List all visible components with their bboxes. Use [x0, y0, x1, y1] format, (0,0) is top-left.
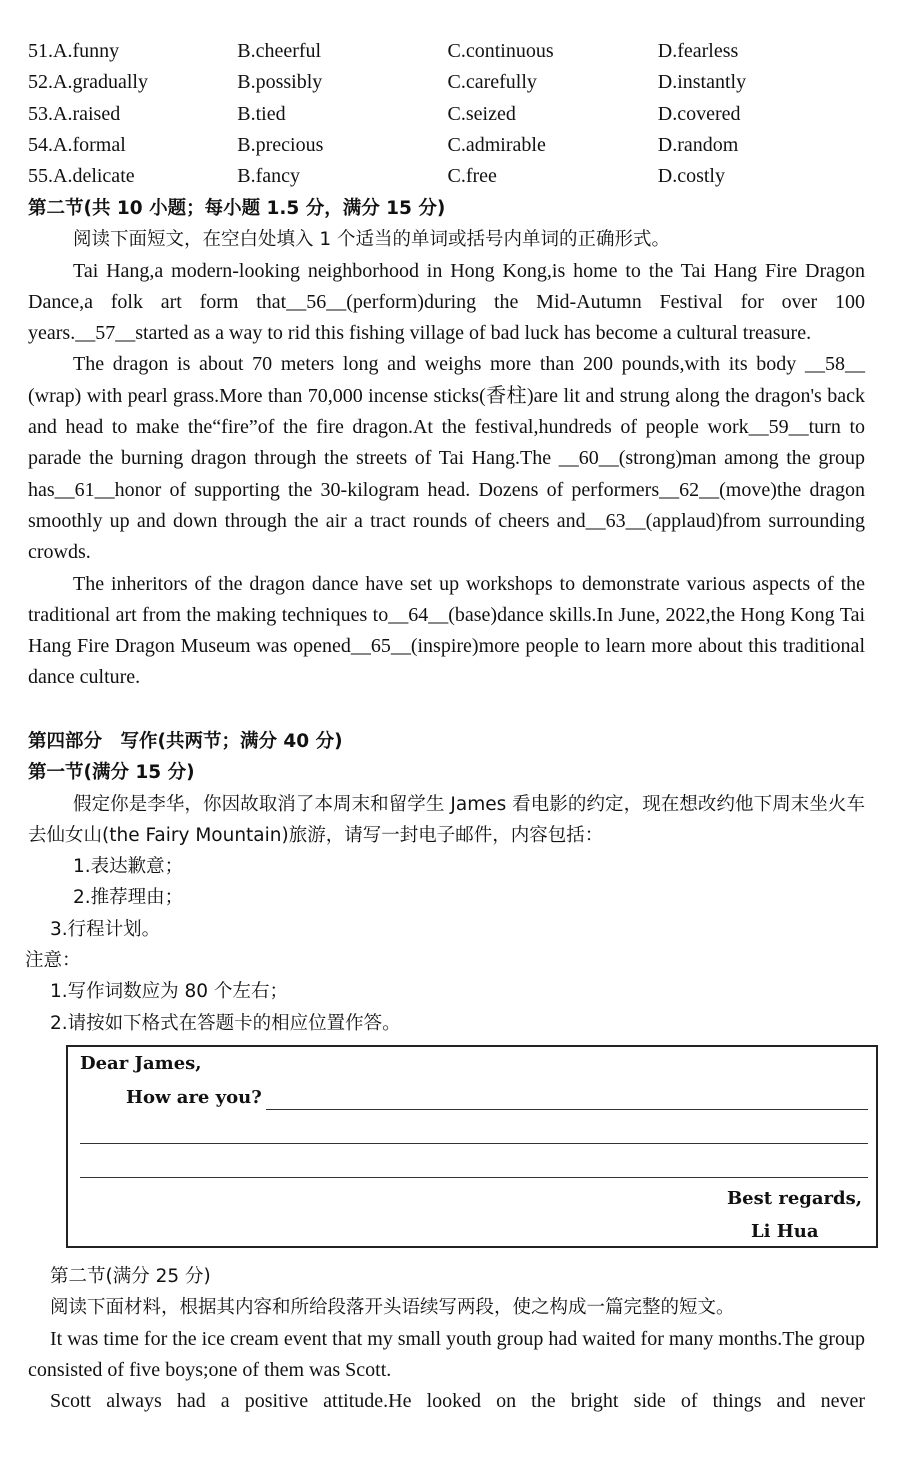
note-2: 2.请按如下格式在答题卡的相应位置作答。 — [50, 1012, 401, 1034]
part4-heading: 第四部分 写作(共两节；满分 40 分) — [28, 731, 343, 752]
option-row-54 — [28, 130, 868, 161]
note-1: 1.写作词数应为 80 个左右； — [50, 981, 288, 1003]
option-c: C.continuous — [447, 40, 554, 63]
option-row-53 — [28, 99, 868, 130]
letter-signature: Li Hua — [751, 1221, 819, 1242]
passage-paragraph-3: The inheritors of the dragon dance have set up workshops to demonstrate various aspects of the traditional art from the making techniques to__64__(base)dance skills.In June, 2022,the Hong Kong Tai Hang Fire Dragon Museum was opened__65__(inspire)more people to learn more about this traditional dance culture. — [28, 572, 865, 689]
option-d: D.costly — [657, 165, 725, 188]
writing-point-2: 2.推荐理由； — [73, 887, 184, 909]
part4 — [25, 726, 865, 1039]
part4-section2-instruction: 阅读下面材料，根据其内容和所给段落开头语续写两段，使之构成一篇完整的短文。 — [50, 1297, 735, 1319]
option-d: D.random — [657, 134, 739, 157]
passage-paragraph-2: The dragon is about 70 meters long and weighs more than 200 pounds,with its body __58__ (wrap) with pearl grass.More than 70,000 incense sticks(香柱)are lit and strung along the dragon's back and head to make the“fire”of the fire dragon.At the festival,hundreds of people work__59__turn to parade the burning dragon through the streets of Tai Hang.The __60__(strong)man among the group has__61__honor of supporting the 30-kilogram head. Dozens of performers__62__(move)the dragon smoothly up and down through the air a tract rounds of cheers and__63__(applaud)from surrounding crowds. — [28, 353, 865, 564]
answer-line[interactable] — [266, 1109, 868, 1110]
letter-opening: How are you? — [126, 1087, 262, 1108]
option-c: C.admirable — [447, 134, 546, 157]
part4-section2-heading: 第二节(满分 25 分) — [50, 1266, 211, 1287]
letter-greeting: Dear James, — [80, 1053, 202, 1074]
story-paragraph-1: It was time for the ice cream event that my small youth group had waited for many months.The group consisted of five boys;one of them was Scott. — [28, 1327, 865, 1381]
option-row-51 — [28, 36, 868, 67]
section2-heading: 第二节(共 10 小题；每小题 1.5 分，满分 15 分) — [28, 198, 446, 219]
letter-closing: Best regards, — [726, 1188, 862, 1209]
story-paragraph-2: Scott always had a positive attitude.He looked on the bright side of things and never — [50, 1390, 865, 1413]
answer-line[interactable] — [80, 1143, 868, 1144]
option-a: 52.A.gradually — [28, 71, 148, 94]
option-b: B.tied — [237, 102, 286, 125]
option-d: D.covered — [657, 102, 741, 125]
part4-section2 — [28, 1261, 865, 1417]
writing-prompt: 假定你是李华，你因故取消了本周末和留学生 James 看电影的约定，现在想改约他下周末坐火车去仙女山(the Fairy Mountain)旅游，请写一封电子邮件，内容包括： — [28, 793, 865, 846]
writing-point-1: 1.表达歉意； — [73, 856, 184, 878]
option-a: 53.A.raised — [28, 102, 121, 125]
letter-format-box — [66, 1045, 878, 1248]
option-d: D.instantly — [657, 71, 747, 94]
options-grid — [28, 36, 868, 192]
option-a: 55.A.delicate — [28, 165, 135, 188]
option-c: C.carefully — [447, 71, 537, 94]
option-b: B.precious — [237, 134, 324, 157]
option-c: C.free — [447, 165, 497, 188]
option-b: B.possibly — [237, 71, 323, 94]
section2 — [28, 193, 865, 694]
option-d: D.fearless — [657, 40, 739, 63]
option-b: B.fancy — [237, 165, 301, 188]
part4-section1-heading: 第一节(满分 15 分) — [28, 762, 195, 784]
answer-line[interactable] — [80, 1177, 868, 1178]
option-c: C.seized — [447, 102, 516, 125]
option-a: 54.A.formal — [28, 134, 126, 157]
option-row-55 — [28, 161, 868, 192]
passage-paragraph-1: Tai Hang,a modern-looking neighborhood in Hong Kong,is home to the Tai Hang Fire Dragon Dance,a folk art form that__56__(perform)during the Mid-Autumn Festival for over 100 years.__57__started as a way to rid this fishing village of bad luck has become a cultural treasure. — [28, 259, 865, 345]
note-label: 注意： — [25, 950, 81, 972]
writing-point-3: 3.行程计划。 — [50, 918, 161, 940]
option-b: B.cheerful — [237, 40, 322, 63]
option-row-52 — [28, 67, 868, 98]
option-a: 51.A.funny — [28, 40, 120, 63]
section2-instruction: 阅读下面短文，在空白处填入 1 个适当的单词或括号内单词的正确形式。 — [73, 229, 671, 251]
